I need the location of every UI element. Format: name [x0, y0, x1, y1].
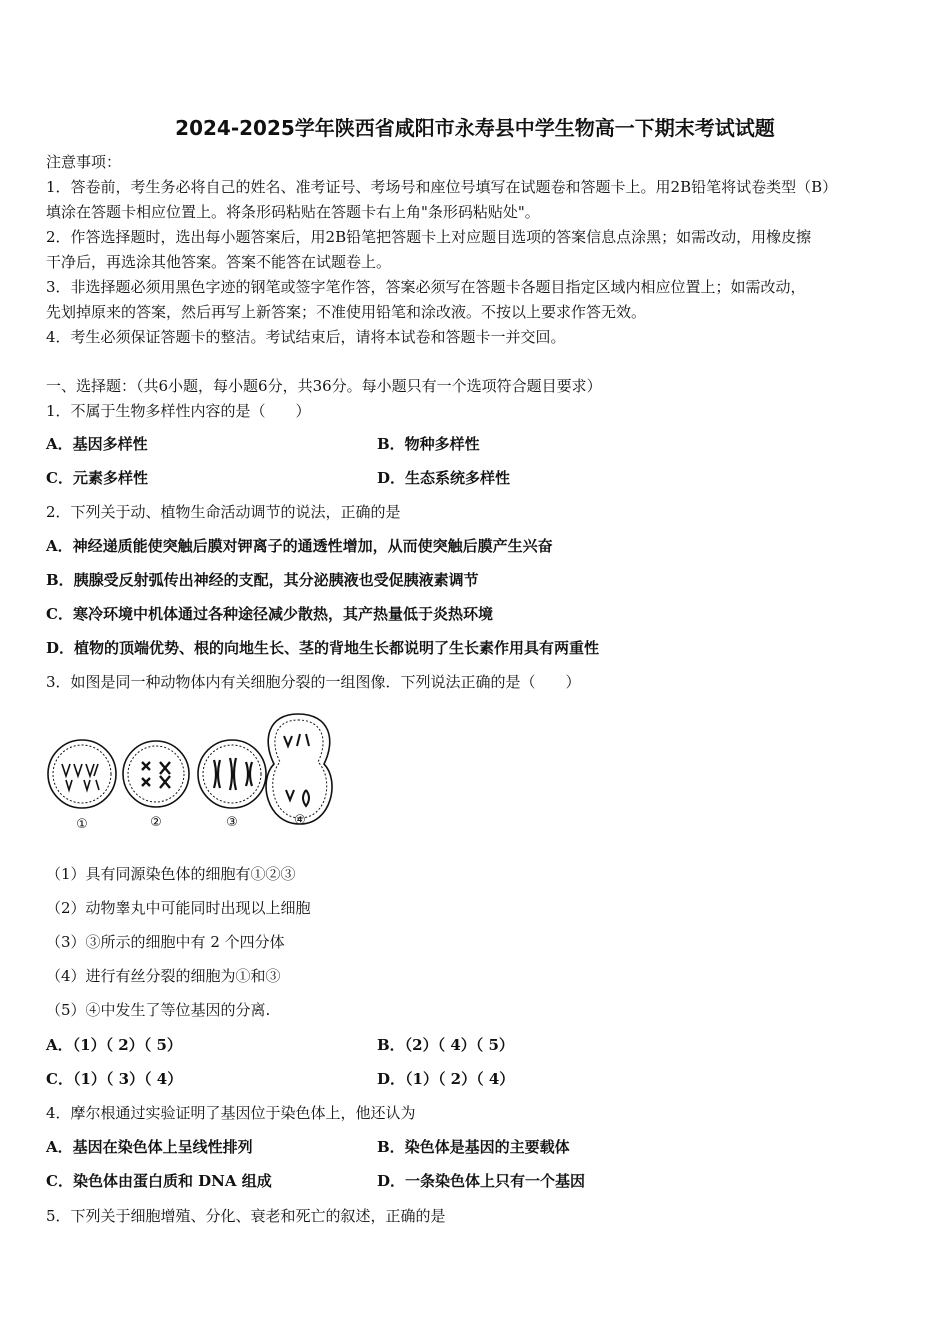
q3-option-c: C．（1）（ 3）（ 4） — [46, 1070, 183, 1088]
notice-line: 填涂在答题卡相应位置上。将条形码粘贴在答题卡右上角"条形码粘贴处"。 — [46, 203, 540, 221]
question-2-stem: 2．下列关于动、植物生命活动调节的说法，正确的是 — [46, 503, 401, 521]
cell-2-chromosomes — [142, 762, 170, 788]
q4-option-d: D．一条染色体上只有一个基因 — [377, 1172, 586, 1190]
cell-1-chromosomes — [62, 764, 98, 776]
q4-option-b: B．染色体是基因的主要载体 — [377, 1138, 570, 1156]
cell-1-chromosomes-lower — [66, 780, 99, 790]
q3-option-a: A．（1）（ 2）（ 5） — [46, 1036, 182, 1054]
notice-line: 2．作答选择题时，选出每小题答案后，用2B铅笔把答题卡上对应题目选项的答案信息点涂黑；如需改动，用橡皮擦 — [46, 228, 812, 246]
q3-option-d: D．（1）（ 2）（ 4） — [377, 1070, 515, 1088]
q3-statement: （4）进行有丝分裂的细胞为①和③ — [46, 967, 281, 985]
notice-line: 1．答卷前，考生务必将自己的姓名、准考证号、考场号和座位号填写在试题卷和答题卡上。用2B铅笔将试卷类型（B） — [46, 178, 838, 196]
cell-4-chromosomes-upper — [284, 734, 309, 746]
cell-4-chromosomes-lower — [286, 790, 309, 806]
q3-statement: （1）具有同源染色体的细胞有①②③ — [46, 865, 296, 883]
q1-option-d: D．生态系统多样性 — [377, 469, 511, 487]
cell-division-figure — [44, 706, 334, 834]
q1-option-c: C．元素多样性 — [46, 469, 148, 487]
notice-line: 干净后，再选涂其他答案。答案不能答在试题卷上。 — [46, 253, 392, 271]
question-5-stem: 5．下列关于细胞增殖、分化、衰老和死亡的叙述，正确的是 — [46, 1207, 446, 1225]
notice-heading: 注意事项： — [46, 153, 122, 171]
q1-option-a: A．基因多样性 — [46, 435, 148, 453]
q2-option-c: C．寒冷环境中机体通过各种途径减少散热，其产热量低于炎热环境 — [46, 605, 493, 623]
q2-option-a: A．神经递质能使突触后膜对钾离子的通透性增加，从而使突触后膜产生兴奋 — [46, 537, 553, 555]
notice-line: 3．非选择题必须用黑色字迹的钢笔或签字笔作答，答案必须写在答题卡各题目指定区域内相应位置上；如需改动， — [46, 278, 806, 296]
cell-1-membrane — [53, 745, 111, 803]
notice-line: 先划掉原来的答案，然后再写上新答案；不准使用铅笔和涂改液。不按以上要求作答无效。 — [46, 303, 647, 321]
cell-4-outline — [266, 714, 332, 824]
figure-label-3: ③ — [226, 815, 238, 830]
q2-option-d: D．植物的顶端优势、根的向地生长、茎的背地生长都说明了生长素作用具有两重性 — [46, 639, 600, 657]
question-4-stem: 4．摩尔根通过实验证明了基因位于染色体上，他还认为 — [46, 1104, 416, 1122]
section-heading: 一、选择题：（共6小题，每小题6分，共36分。每小题只有一个选项符合题目要求） — [46, 377, 602, 395]
figure-label-2: ② — [150, 815, 162, 830]
q3-statement: （5）④中发生了等位基因的分离. — [46, 1001, 271, 1019]
q3-option-b: B．（2）（ 4）（ 5） — [377, 1036, 514, 1054]
q3-statement: （3）③所示的细胞中有 2 个四分体 — [46, 933, 285, 951]
figure-label-1: ① — [76, 817, 88, 832]
q4-option-a: A．基因在染色体上呈线性排列 — [46, 1138, 253, 1156]
notice-line: 4．考生必须保证答题卡的整洁。考试结束后，请将本试卷和答题卡一并交回。 — [46, 328, 566, 346]
cell-3-chromosomes — [214, 758, 252, 790]
q2-option-b: B．胰腺受反射弧传出神经的支配，其分泌胰液也受促胰液素调节 — [46, 571, 479, 589]
question-3-stem: 3．如图是同一种动物体内有关细胞分裂的一组图像．下列说法正确的是（ ） — [46, 673, 581, 691]
q1-option-b: B．物种多样性 — [377, 435, 480, 453]
figure-label-4: ④ — [294, 813, 306, 828]
page-title: 2024-2025学年陕西省咸阳市永寿县中学生物高一下期末考试试题 — [175, 116, 775, 140]
cell-2-outline — [123, 741, 189, 807]
cell-2-membrane — [128, 746, 184, 802]
q4-option-c: C．染色体由蛋白质和 DNA 组成 — [46, 1172, 272, 1190]
question-1-stem: 1．不属于生物多样性内容的是（ ） — [46, 402, 311, 420]
q3-statement: （2）动物睾丸中可能同时出现以上细胞 — [46, 899, 311, 917]
cell-1-outline — [48, 740, 116, 808]
